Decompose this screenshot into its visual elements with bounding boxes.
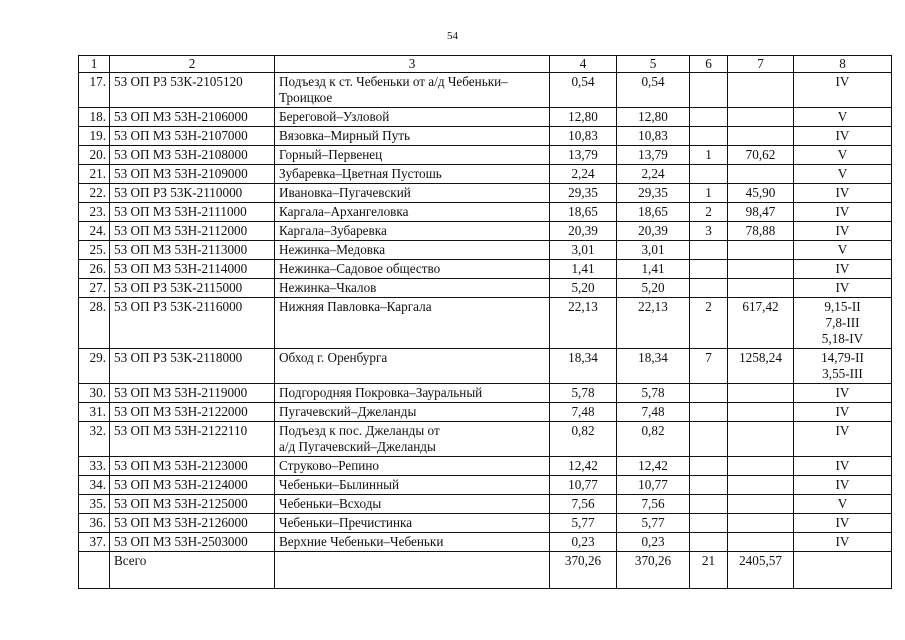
road-name-cell-line: Чебеньки–Былинный	[279, 477, 400, 492]
length-cell: 12,42	[617, 457, 690, 476]
category-cell	[794, 165, 892, 184]
length-cell: 5,20	[617, 279, 690, 298]
category-cell	[794, 298, 892, 349]
road-name-cell	[275, 533, 550, 552]
road-name-cell-line: Зубаревка–Цветная Пустошь	[279, 166, 442, 181]
road-code-cell: 53 ОП РЗ 53К-2116000	[110, 298, 275, 349]
total-count-6: 21	[690, 552, 728, 589]
row-number-cell: 21.	[79, 165, 110, 184]
category-cell-line: IV	[835, 515, 850, 530]
road-name-cell-line: Нежинка–Медовка	[279, 242, 386, 257]
road-code-cell: 53 ОП МЗ 53Н-2122110	[110, 422, 275, 457]
category-cell-line: 7,8-III	[825, 315, 860, 330]
road-name-cell-line: Нежинка–Садовое общество	[279, 261, 441, 276]
value-cell: 70,62	[728, 146, 794, 165]
road-name-cell	[275, 476, 550, 495]
count-cell	[690, 457, 728, 476]
road-name-cell-line: Нижняя Павловка–Каргала	[279, 299, 432, 314]
length-total-cell: 10,77	[550, 476, 617, 495]
road-name-cell-line: Подъезд к пос. Джеланды от	[279, 423, 440, 438]
table-row	[79, 422, 892, 457]
road-name-cell	[275, 495, 550, 514]
category-cell	[794, 533, 892, 552]
road-name-cell	[275, 241, 550, 260]
category-cell-line: 3,55-III	[822, 366, 863, 381]
length-total-cell: 13,79	[550, 146, 617, 165]
count-cell	[690, 127, 728, 146]
road-name-cell-line: Пугачевский–Джеланды	[279, 404, 417, 419]
road-name-cell	[275, 73, 550, 108]
category-cell	[794, 222, 892, 241]
length-total-cell: 18,65	[550, 203, 617, 222]
length-total-cell: 29,35	[550, 184, 617, 203]
count-cell	[690, 403, 728, 422]
category-cell-line: IV	[835, 74, 850, 89]
value-cell: 78,88	[728, 222, 794, 241]
length-cell: 18,34	[617, 349, 690, 384]
row-number-cell: 25.	[79, 241, 110, 260]
category-cell-line: V	[837, 496, 848, 511]
category-cell	[794, 279, 892, 298]
road-name-cell	[275, 384, 550, 403]
road-name-cell-line: Чебеньки–Пречистинка	[279, 515, 413, 530]
length-total-cell: 12,80	[550, 108, 617, 127]
road-name-cell	[275, 422, 550, 457]
value-cell	[728, 495, 794, 514]
row-number-cell: 27.	[79, 279, 110, 298]
length-total-cell: 0,54	[550, 73, 617, 108]
category-cell-line: V	[837, 242, 848, 257]
table-row	[79, 184, 892, 203]
value-cell: 1258,24	[728, 349, 794, 384]
value-cell	[728, 457, 794, 476]
value-cell	[728, 260, 794, 279]
count-cell: 1	[690, 184, 728, 203]
road-name-cell-line: Каргала–Зубаревка	[279, 223, 387, 238]
total-cell-empty	[275, 552, 550, 589]
table-row	[79, 476, 892, 495]
road-name-cell-line: а/д Пугачевский–Джеланды	[279, 439, 436, 454]
length-total-cell: 18,34	[550, 349, 617, 384]
column-header: 4	[550, 56, 617, 73]
column-header: 6	[690, 56, 728, 73]
page-number: 54	[447, 30, 458, 42]
road-name-cell	[275, 298, 550, 349]
count-cell	[690, 533, 728, 552]
length-cell: 7,48	[617, 403, 690, 422]
total-cell-empty	[794, 552, 892, 589]
column-header: 8	[794, 56, 892, 73]
road-name-cell	[275, 165, 550, 184]
category-cell-line: IV	[835, 204, 850, 219]
row-number-cell: 28.	[79, 298, 110, 349]
road-name-cell	[275, 457, 550, 476]
road-name-cell-line: Горный–Первенец	[279, 147, 383, 162]
row-number-cell: 26.	[79, 260, 110, 279]
road-name-cell	[275, 260, 550, 279]
length-cell: 20,39	[617, 222, 690, 241]
road-code-cell: 53 ОП РЗ 53К-2118000	[110, 349, 275, 384]
row-number-cell: 35.	[79, 495, 110, 514]
row-number-cell: 32.	[79, 422, 110, 457]
road-code-cell: 53 ОП МЗ 53Н-2125000	[110, 495, 275, 514]
road-name-cell	[275, 203, 550, 222]
table-row	[79, 73, 892, 108]
category-cell	[794, 108, 892, 127]
category-cell-line: IV	[835, 534, 850, 549]
count-cell	[690, 165, 728, 184]
road-name-cell-line: Вязовка–Мирный Путь	[279, 128, 411, 143]
table-row	[79, 533, 892, 552]
count-cell	[690, 422, 728, 457]
count-cell	[690, 476, 728, 495]
length-cell: 0,54	[617, 73, 690, 108]
road-name-cell-line: Чебеньки–Всходы	[279, 496, 382, 511]
category-cell	[794, 203, 892, 222]
count-cell	[690, 279, 728, 298]
road-name-cell-line: Подгородняя Покровка–Зауральный	[279, 385, 483, 400]
road-name-cell-line: Обход г. Оренбурга	[279, 350, 388, 365]
table-row	[79, 260, 892, 279]
road-code-cell: 53 ОП МЗ 53Н-2124000	[110, 476, 275, 495]
length-cell: 22,13	[617, 298, 690, 349]
road-name-cell-line: Троицкое	[279, 90, 333, 105]
table-row	[79, 241, 892, 260]
category-cell-line: IV	[835, 280, 850, 295]
road-name-cell-line: Подъезд к ст. Чебеньки от а/д Чебеньки–	[279, 74, 508, 89]
length-cell: 1,41	[617, 260, 690, 279]
row-number-cell: 22.	[79, 184, 110, 203]
table-row	[79, 403, 892, 422]
row-number-cell: 17.	[79, 73, 110, 108]
length-total-cell: 7,56	[550, 495, 617, 514]
value-cell	[728, 403, 794, 422]
category-cell	[794, 384, 892, 403]
road-name-cell-line: Ивановка–Пугачевский	[279, 185, 411, 200]
road-name-cell-line: Береговой–Узловой	[279, 109, 390, 124]
category-cell	[794, 73, 892, 108]
length-cell: 29,35	[617, 184, 690, 203]
length-total-cell: 10,83	[550, 127, 617, 146]
category-cell-line: IV	[835, 385, 850, 400]
value-cell	[728, 127, 794, 146]
length-cell: 5,78	[617, 384, 690, 403]
row-number-cell: 19.	[79, 127, 110, 146]
category-cell	[794, 476, 892, 495]
road-code-cell: 53 ОП МЗ 53Н-2119000	[110, 384, 275, 403]
value-cell: 98,47	[728, 203, 794, 222]
length-total-cell: 2,24	[550, 165, 617, 184]
road-name-cell	[275, 108, 550, 127]
category-cell-line: IV	[835, 458, 850, 473]
table-row	[79, 384, 892, 403]
length-total-cell: 5,77	[550, 514, 617, 533]
length-total-cell: 22,13	[550, 298, 617, 349]
value-cell	[728, 476, 794, 495]
category-cell	[794, 422, 892, 457]
road-name-cell	[275, 514, 550, 533]
total-label: Всего	[110, 552, 275, 589]
value-cell	[728, 108, 794, 127]
length-total-cell: 20,39	[550, 222, 617, 241]
count-cell	[690, 241, 728, 260]
table-row	[79, 495, 892, 514]
road-code-cell: 53 ОП РЗ 53К-2105120	[110, 73, 275, 108]
value-cell	[728, 384, 794, 403]
column-header: 2	[110, 56, 275, 73]
category-cell	[794, 127, 892, 146]
road-name-cell	[275, 279, 550, 298]
road-code-cell: 53 ОП МЗ 53Н-2114000	[110, 260, 275, 279]
category-cell	[794, 514, 892, 533]
road-code-cell: 53 ОП МЗ 53Н-2123000	[110, 457, 275, 476]
category-cell-line: IV	[835, 477, 850, 492]
column-header: 3	[275, 56, 550, 73]
count-cell	[690, 495, 728, 514]
road-code-cell: 53 ОП МЗ 53Н-2111000	[110, 203, 275, 222]
road-name-cell	[275, 146, 550, 165]
row-number-cell: 34.	[79, 476, 110, 495]
row-number-cell: 29.	[79, 349, 110, 384]
category-cell-line: V	[837, 166, 848, 181]
table-row	[79, 279, 892, 298]
count-cell	[690, 73, 728, 108]
total-row	[79, 552, 892, 589]
road-code-cell: 53 ОП МЗ 53Н-2106000	[110, 108, 275, 127]
value-cell	[728, 241, 794, 260]
road-code-cell: 53 ОП МЗ 53Н-2113000	[110, 241, 275, 260]
category-cell-line: IV	[835, 223, 850, 238]
length-total-cell: 7,48	[550, 403, 617, 422]
road-name-cell	[275, 403, 550, 422]
total-length-4: 370,26	[550, 552, 617, 589]
value-cell	[728, 73, 794, 108]
column-header: 5	[617, 56, 690, 73]
row-number-cell: 30.	[79, 384, 110, 403]
road-code-cell: 53 ОП РЗ 53К-2115000	[110, 279, 275, 298]
length-total-cell: 0,82	[550, 422, 617, 457]
value-cell: 617,42	[728, 298, 794, 349]
length-cell: 12,80	[617, 108, 690, 127]
row-number-cell: 37.	[79, 533, 110, 552]
row-number-cell: 20.	[79, 146, 110, 165]
table-row	[79, 127, 892, 146]
road-code-cell: 53 ОП РЗ 53К-2110000	[110, 184, 275, 203]
count-cell: 7	[690, 349, 728, 384]
value-cell	[728, 279, 794, 298]
table-row	[79, 349, 892, 384]
table-row	[79, 203, 892, 222]
road-code-cell: 53 ОП МЗ 53Н-2122000	[110, 403, 275, 422]
road-name-cell-line: Нежинка–Чкалов	[279, 280, 377, 295]
road-name-cell-line: Верхние Чебеньки–Чебеньки	[279, 534, 444, 549]
total-value-7: 2405,57	[728, 552, 794, 589]
row-number-cell: 36.	[79, 514, 110, 533]
value-cell	[728, 533, 794, 552]
length-cell: 3,01	[617, 241, 690, 260]
category-cell-line: IV	[835, 404, 850, 419]
length-cell: 7,56	[617, 495, 690, 514]
category-cell	[794, 146, 892, 165]
category-cell	[794, 403, 892, 422]
road-name-cell	[275, 184, 550, 203]
category-cell-line: IV	[835, 128, 850, 143]
length-cell: 5,77	[617, 514, 690, 533]
count-cell	[690, 384, 728, 403]
road-name-cell	[275, 127, 550, 146]
total-length-5: 370,26	[617, 552, 690, 589]
row-number-cell: 18.	[79, 108, 110, 127]
table-row	[79, 514, 892, 533]
row-number-cell: 23.	[79, 203, 110, 222]
category-cell	[794, 241, 892, 260]
road-name-cell	[275, 222, 550, 241]
table-row	[79, 457, 892, 476]
count-cell: 2	[690, 203, 728, 222]
category-cell	[794, 349, 892, 384]
road-code-cell: 53 ОП МЗ 53Н-2108000	[110, 146, 275, 165]
road-name-cell-line: Струково–Репино	[279, 458, 379, 473]
length-cell: 18,65	[617, 203, 690, 222]
table-row	[79, 165, 892, 184]
length-total-cell: 12,42	[550, 457, 617, 476]
length-cell: 10,83	[617, 127, 690, 146]
length-cell: 13,79	[617, 146, 690, 165]
road-name-cell	[275, 349, 550, 384]
length-cell: 10,77	[617, 476, 690, 495]
category-cell-line: IV	[835, 185, 850, 200]
category-cell	[794, 260, 892, 279]
category-cell-line: IV	[835, 261, 850, 276]
value-cell: 45,90	[728, 184, 794, 203]
value-cell	[728, 514, 794, 533]
roads-table	[78, 55, 892, 589]
road-code-cell: 53 ОП МЗ 53Н-2503000	[110, 533, 275, 552]
category-cell-line: 9,15-II	[824, 299, 861, 314]
category-cell-line: 14,79-II	[821, 350, 864, 365]
category-cell-line: 5,18-IV	[821, 331, 864, 346]
count-cell	[690, 514, 728, 533]
table-row	[79, 108, 892, 127]
road-code-cell: 53 ОП МЗ 53Н-2112000	[110, 222, 275, 241]
length-total-cell: 3,01	[550, 241, 617, 260]
value-cell	[728, 165, 794, 184]
category-cell	[794, 495, 892, 514]
count-cell: 2	[690, 298, 728, 349]
category-cell-line: V	[837, 147, 848, 162]
column-header: 1	[79, 56, 110, 73]
row-number-cell: 24.	[79, 222, 110, 241]
length-total-cell: 5,78	[550, 384, 617, 403]
road-name-cell-line: Каргала–Архангеловка	[279, 204, 409, 219]
category-cell-line: V	[837, 109, 848, 124]
count-cell	[690, 260, 728, 279]
value-cell	[728, 422, 794, 457]
table-row	[79, 298, 892, 349]
count-cell	[690, 108, 728, 127]
column-header: 7	[728, 56, 794, 73]
length-total-cell: 5,20	[550, 279, 617, 298]
road-code-cell: 53 ОП МЗ 53Н-2126000	[110, 514, 275, 533]
category-cell	[794, 457, 892, 476]
length-cell: 0,82	[617, 422, 690, 457]
length-total-cell: 1,41	[550, 260, 617, 279]
row-number-cell: 31.	[79, 403, 110, 422]
count-cell: 1	[690, 146, 728, 165]
row-number-cell: 33.	[79, 457, 110, 476]
category-cell	[794, 184, 892, 203]
length-cell: 2,24	[617, 165, 690, 184]
length-cell: 0,23	[617, 533, 690, 552]
table-row	[79, 222, 892, 241]
road-code-cell: 53 ОП МЗ 53Н-2107000	[110, 127, 275, 146]
length-total-cell: 0,23	[550, 533, 617, 552]
table-row	[79, 146, 892, 165]
category-cell-line: IV	[835, 423, 850, 438]
count-cell: 3	[690, 222, 728, 241]
road-code-cell: 53 ОП МЗ 53Н-2109000	[110, 165, 275, 184]
table-header-row	[79, 56, 892, 73]
total-cell-empty	[79, 552, 110, 589]
